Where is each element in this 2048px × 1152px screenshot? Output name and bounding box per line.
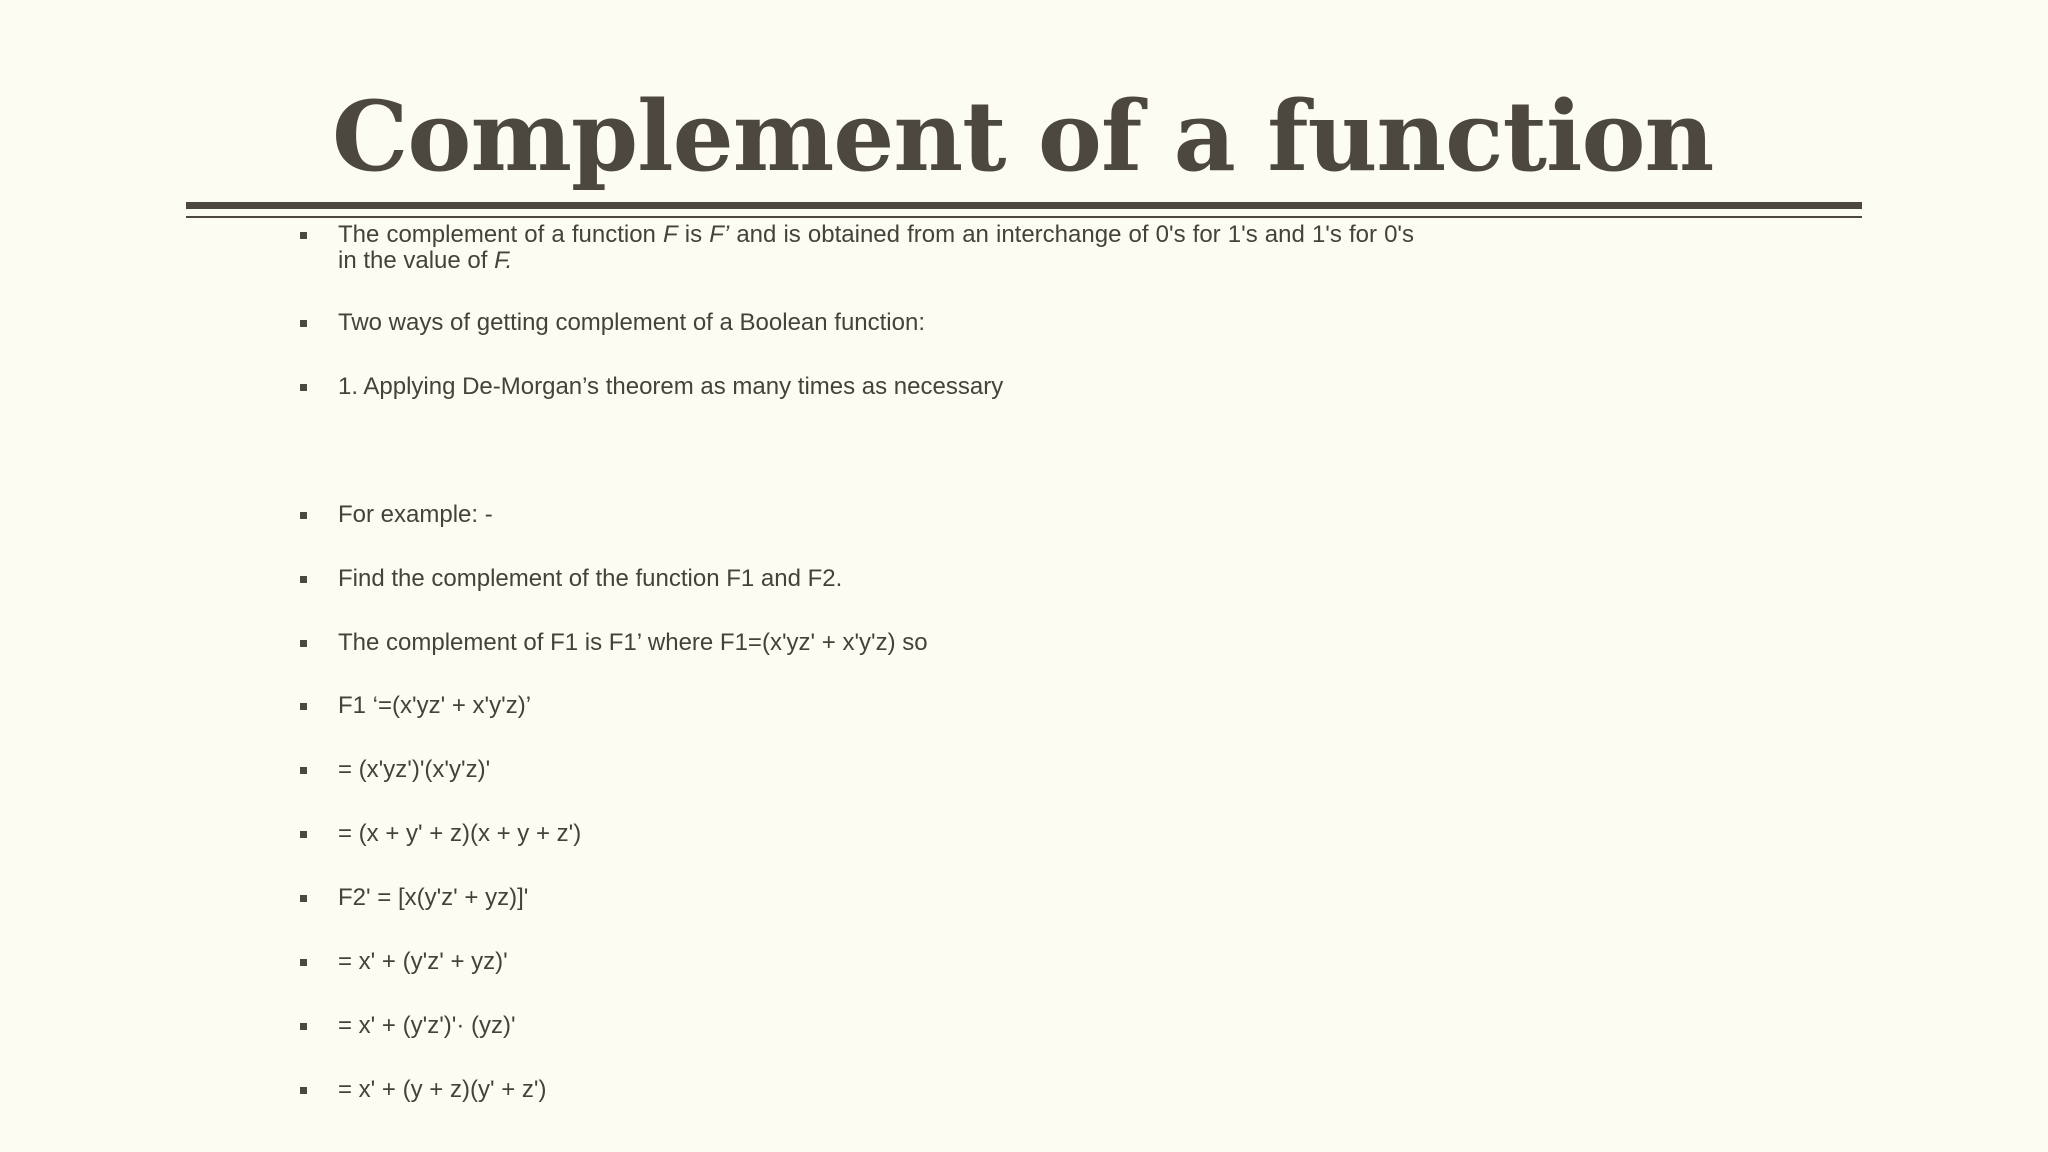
bullet-square-icon xyxy=(300,767,307,774)
bullet-text: Find the complement of the function F1 and F2. xyxy=(338,565,843,592)
bullet-text: = x' + (y'z' + yz)' xyxy=(338,948,508,975)
title-divider-thin xyxy=(186,216,1862,218)
bullet-square-icon xyxy=(300,512,307,519)
bullet-square-icon xyxy=(300,640,307,647)
intro-f-end-symbol: F. xyxy=(494,247,513,274)
bullet-text: = (x'yz')'(x'y'z)' xyxy=(338,756,491,783)
bullet-square-icon xyxy=(300,232,307,239)
bullet-text: = x' + (y + z)(y' + z') xyxy=(338,1076,547,1103)
intro-text-2: is xyxy=(677,221,710,248)
bullet-square-icon xyxy=(300,1023,307,1030)
title-divider-thick xyxy=(186,202,1862,209)
bullet-text: The complement of F1 is F1’ where F1=(x'yz' + x'y'z) so xyxy=(338,629,928,656)
bullet-square-icon xyxy=(300,384,307,391)
bullet-text xyxy=(338,222,1414,274)
bullet-text: F2' = [x(y'z' + yz)]' xyxy=(338,884,529,911)
bullet-square-icon xyxy=(300,895,307,902)
intro-text-1: The complement of a function xyxy=(338,221,664,248)
bullet-text: Two ways of getting complement of a Boolean function: xyxy=(338,309,926,336)
bullet-text: = (x + y' + z)(x + y + z') xyxy=(338,820,582,847)
bullet-square-icon xyxy=(300,1087,307,1094)
bullet-text: F1 ‘=(x'yz' + x'y'z)’ xyxy=(338,692,532,719)
bullet-square-icon xyxy=(300,831,307,838)
bullet-square-icon xyxy=(300,320,307,327)
bullet-square-icon xyxy=(300,576,307,583)
bullet-text: 1. Applying De-Morgan’s theorem as many times as necessary xyxy=(338,373,1004,400)
intro-text-3: and is obtained from an interchange of 0's for 1's and 1's for 0's in the value of xyxy=(338,221,1415,274)
intro-fprime-symbol: F’ xyxy=(709,221,730,248)
intro-f-symbol: F xyxy=(663,221,678,248)
bullet-square-icon xyxy=(300,703,307,710)
slide-title: Complement of a function xyxy=(332,80,1714,193)
bullet-square-icon xyxy=(300,959,307,966)
bullet-text: For example: - xyxy=(338,501,493,528)
bullet-text: = x' + (y'z')'· (yz)' xyxy=(338,1012,516,1039)
